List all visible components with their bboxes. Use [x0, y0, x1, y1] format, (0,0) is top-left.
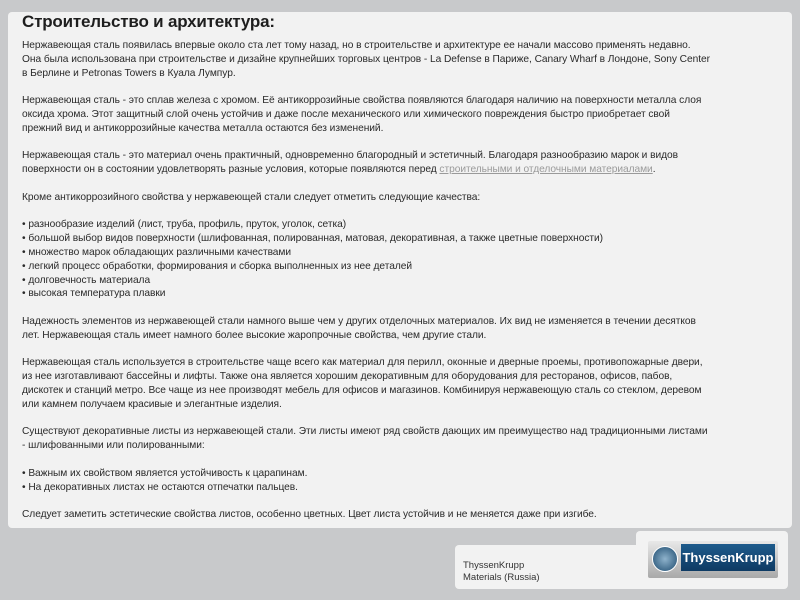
list-item: • На декоративных листах не остаются отпечатки пальцев.: [22, 481, 712, 495]
article-body: [22, 39, 712, 536]
list-item: • большой выбор видов поверхности (шлифованная, полированная, матовая, декоративная, а также цветные поверхности): [22, 232, 712, 246]
thyssenkrupp-logo: [648, 541, 778, 578]
list-item: • разнообразие изделий (лист, труба, профиль, пруток, уголок, сетка): [22, 218, 712, 232]
qualities-list: [22, 218, 712, 301]
paragraph: Нержавеющая сталь используется в строительстве чаще всего как материал для перилл, оконные и дверные проемы, противопожарные двери, из нее изготавливают бассейны и лифты. Также она является хорошим декоративным для оборудования для ресторанов, офисов, пабов, дискотек и станций метро. Все чаще из нее производят мебель для офисов и магазинов. Комбинируя нержавеющую сталь со стеклом, деревом или камнем получаем красивые и элегантные изделия.: [22, 357, 703, 410]
page-title: Строительство и архитектура:: [22, 12, 275, 31]
list-item: • легкий процесс обработки, формирования и сборка выполненных из нее деталей: [22, 260, 712, 274]
paragraph: Кроме антикоррозийного свойства у нержавеющей стали следует отметить следующие качества:: [22, 191, 481, 203]
logo-text: ThyssenKrupp: [681, 544, 775, 571]
paragraph: [22, 149, 712, 177]
materials-link[interactable]: строительными и отделочными материалами: [439, 164, 653, 176]
sheet-features-list: [22, 467, 712, 495]
paragraph: Существуют декоративные листы из нержавеющей стали. Эти листы имеют ряд свойств дающих им преимущество над традиционными листами - шлифованными или полированными:: [22, 426, 708, 452]
company-line: ThyssenKrupp: [463, 560, 525, 571]
company-line: Materials (Russia): [463, 572, 540, 583]
company-name: [463, 560, 540, 584]
paragraph: Нержавеющая сталь появилась впервые около ста лет тому назад, но в строительстве и архитектуре ее начали массово применять недавно. Она была использована при строительстве и дизайне крупнейших торговых центров - La Defense в Париже, Canary Wharf в Лондоне, Sony Center в Берлине и Petronas Towers в Куала Лумпур.: [22, 40, 710, 79]
list-item: • долговечность материала: [22, 274, 712, 288]
paragraph: Надежность элементов из нержавеющей стали намного выше чем у других отделочных материалов. Их вид не изменяется в течении десятков лет. Нержавеющая сталь имеет намного более высокие жаропрочные свойства, чем другие стали.: [22, 315, 696, 341]
paragraph-text: .: [652, 164, 656, 176]
list-item: • множество марок обладающих различными качествами: [22, 246, 712, 260]
paragraph-text: Нержавеющая сталь - это материал очень практичный, одновременно благородный и эстетичный. Благодаря разнообразию марок и видов поверхности он в состоянии удовлетворять разные условия, которые появляются перед: [22, 150, 678, 176]
list-item: • Важным их свойством является устойчивость к царапинам.: [22, 467, 712, 481]
paragraph: Нержавеющая сталь - это сплав железа с хромом. Её антикоррозийные свойства появляются благодаря наличию на поверхности металла слоя оксида хрома. Этот защитный слой очень устойчив и даже после механического или химического повреждения быстро приобретает свой прежний вид и антикоррозийные качества металла остаются без изменений.: [22, 95, 702, 134]
logo-emblem-icon: [652, 546, 678, 572]
list-item: • высокая температура плавки: [22, 287, 712, 301]
paragraph: Следует заметить эстетические свойства листов, особенно цветных. Цвет листа устойчив и не меняется даже при изгибе.: [22, 509, 597, 521]
